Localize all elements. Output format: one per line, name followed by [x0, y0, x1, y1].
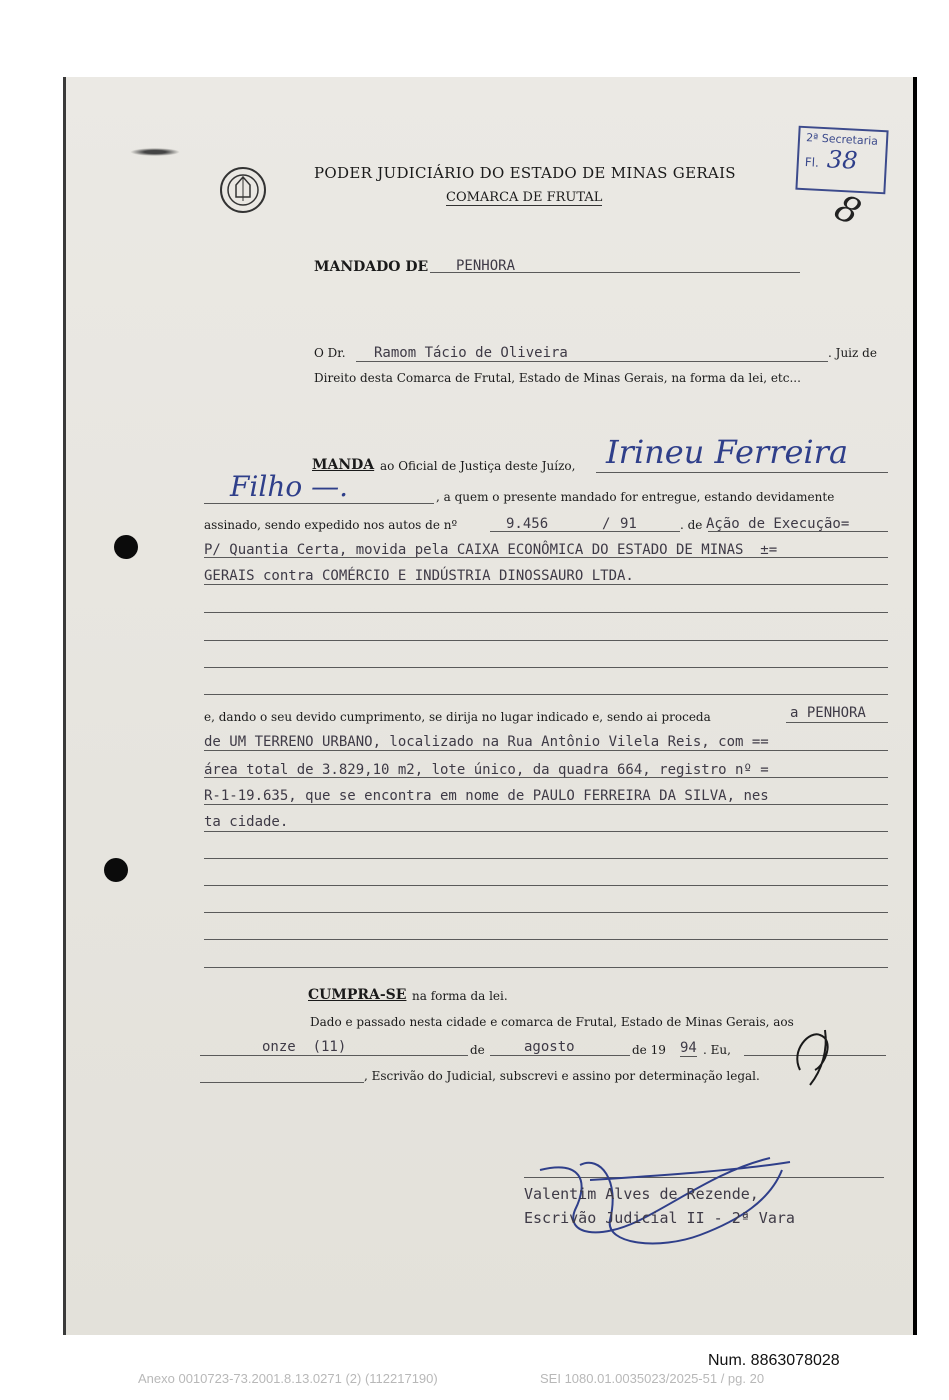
proceda-typed2: de UM TERRENO URBANO, localizado na Rua Antônio Vilela Reis, com ==	[204, 734, 769, 750]
judge-prefix: O Dr.	[314, 346, 346, 360]
initials-signature-icon	[780, 1010, 850, 1090]
blank-line	[204, 858, 888, 859]
annex-reference: Anexo 0010723-73.2001.8.13.0271 (2) (112217190)	[138, 1371, 438, 1386]
proceda-typed4: R-1-19.635, que se encontra em nome de PAULO FERREIRA DA SILVA, nes	[204, 788, 769, 804]
date-month-line	[490, 1055, 630, 1056]
blank-line	[204, 939, 888, 940]
proceda-line5	[204, 831, 888, 832]
proceda-typed3: área total de 3.829,10 m2, lote único, da quadra 664, registro nº =	[204, 762, 769, 778]
signature-name: Valentim Alves de Rezende,	[524, 1185, 759, 1203]
date-day: onze (11)	[262, 1039, 347, 1055]
secretaria-stamp	[795, 126, 888, 195]
proceda-typed5: ta cidade.	[204, 814, 289, 830]
blank-line	[204, 885, 888, 886]
acao-line3-text: GERAIS contra COMÉRCIO E INDÚSTRIA DINOSSAURO LTDA.	[204, 568, 634, 584]
blank-line	[204, 912, 888, 913]
judge-line	[356, 361, 828, 362]
blank-line	[204, 694, 888, 695]
document-number: Num. 8863078028	[708, 1352, 840, 1369]
date-month: agosto	[524, 1039, 575, 1055]
header-subtitle: COMARCA DE FRUTAL	[446, 190, 603, 205]
date-day-line	[200, 1055, 468, 1056]
autos-number: 9.456	[506, 516, 549, 532]
stamp-line1: 2ª Secretaria	[805, 131, 879, 148]
header-title: PODER JUDICIÁRIO DO ESTADO DE MINAS GERAIS	[314, 164, 736, 182]
manda-text2: , a quem o presente mandado for entregue, estando devidamente	[436, 490, 835, 504]
officer-line2	[204, 503, 434, 504]
officer-line1	[596, 472, 888, 473]
proceda-typed1: a PENHORA	[790, 705, 866, 721]
stamp-line2: Fl.	[804, 155, 820, 170]
autos-label: assinado, sendo expedido nos autos de nº	[204, 518, 458, 532]
acao-line2-text: P/ Quantia Certa, movida pela CAIXA ECONÔMICA DO ESTADO DE MINAS ±=	[204, 542, 778, 558]
dado-text: Dado e passado nesta cidade e comarca de Frutal, Estado de Minas Gerais, aos	[310, 1015, 794, 1029]
manda-label: MANDA	[312, 457, 375, 473]
officer-signature-cont: Filho —.	[230, 470, 349, 503]
blank-line	[204, 640, 888, 641]
blank-line	[204, 667, 888, 668]
escrivao-line	[200, 1082, 364, 1083]
corner-handwritten-mark: 8	[828, 187, 867, 234]
proceda-line4	[204, 804, 888, 805]
mandado-type: PENHORA	[456, 258, 516, 274]
coat-of-arms-icon	[218, 165, 268, 215]
manda-text: ao Oficial de Justiça deste Juízo,	[380, 459, 576, 473]
mandado-label: MANDADO DE	[314, 259, 429, 275]
proceda-line2	[204, 750, 888, 751]
date-de1: de	[470, 1043, 485, 1057]
escrivao-text: , Escrivão do Judicial, subscrevi e assino por determinação legal.	[364, 1069, 760, 1083]
proceda-text: e, dando o seu devido cumprimento, se dirija no lugar indicado e, sendo ai proceda	[204, 710, 711, 724]
blank-line	[204, 967, 888, 968]
punch-hole-top	[114, 535, 138, 559]
officer-signature: Irineu Ferreira	[606, 433, 849, 471]
acao-line1-text: Ação de Execução=	[706, 516, 850, 532]
date-de2: de 19	[632, 1043, 666, 1057]
cumpra-label: CUMPRA-SE	[308, 987, 407, 1003]
autos-year: 91	[620, 516, 637, 532]
autos-de: . de	[680, 518, 703, 532]
signature-role: Escrivão Judicial II - 2ª Vara	[524, 1209, 795, 1227]
stamp-page-number: 38	[826, 145, 859, 175]
date-eu: . Eu,	[703, 1043, 731, 1057]
date-year: 94	[680, 1040, 697, 1056]
judge-suffix: . Juiz de	[828, 346, 877, 360]
autos-separator: /	[602, 516, 611, 532]
blank-line	[204, 612, 888, 613]
judge-name: Ramom Tácio de Oliveira	[374, 345, 568, 361]
acao-line3	[204, 584, 888, 585]
judge-line2: Direito desta Comarca de Frutal, Estado de Minas Gerais, na forma da lei, etc...	[314, 371, 801, 385]
ink-smudge	[130, 148, 180, 156]
punch-hole-bottom	[104, 858, 128, 882]
proceda-line1	[786, 722, 888, 723]
sei-reference: SEI 1080.01.0035023/2025-51 / pg. 20	[540, 1371, 765, 1386]
cumpra-rest: na forma da lei.	[412, 989, 508, 1003]
